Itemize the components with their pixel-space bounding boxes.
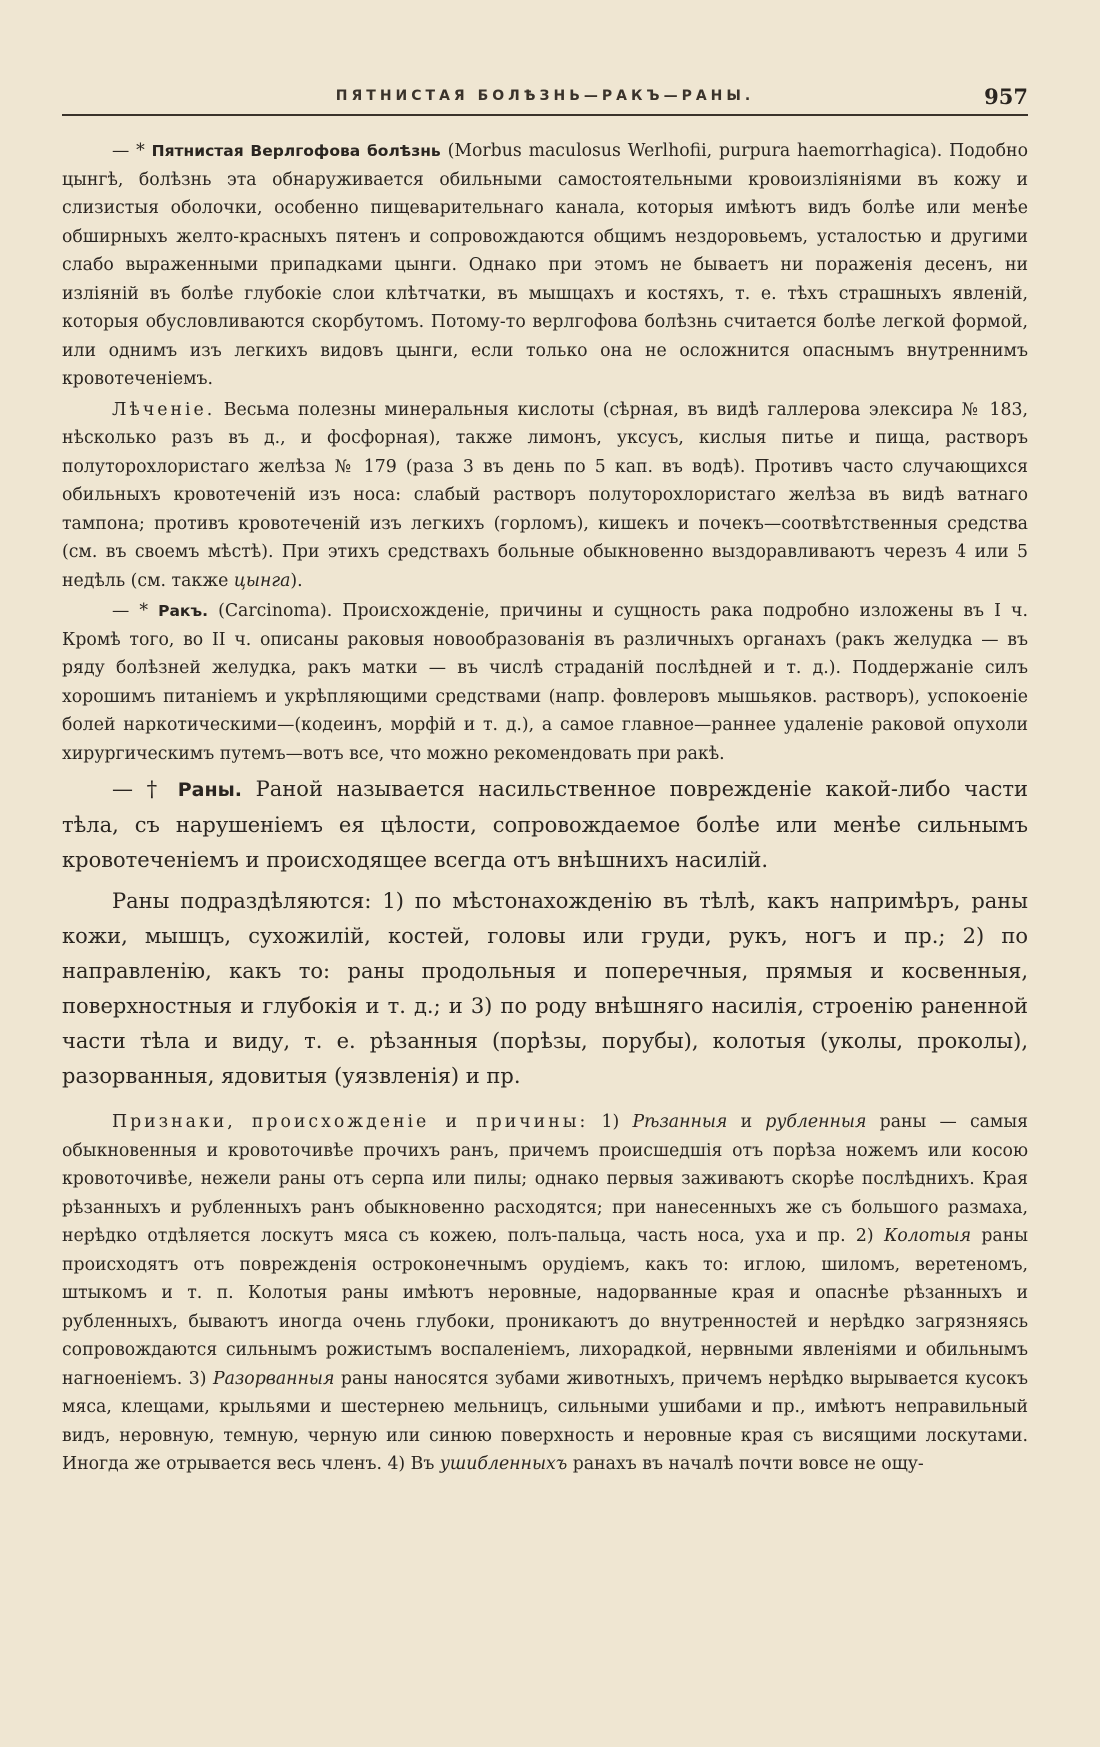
running-head: ПЯТНИСТАЯ БОЛѢЗНЬ—РАКЪ—РАНЫ.	[335, 88, 755, 104]
paragraph-text: Подобно цынгѣ, болѣзнь эта обнаруживается обильными самостоятельными кровоизліяніями въ кожу и слизистыя оболочки, особенно пищеварительнаго канала, которыя имѣютъ видъ болѣе или менѣе обширныхъ желто-красныхъ пятенъ и сопровождаются общимъ нездоровьемъ, усталостью и другими слабо выраженными припадками цынги. Однако при этомъ не бываетъ ни пораженія деcенъ, ни изліяній въ болѣе глубокіе слои клѣтчатки, въ мышцахъ и костяхъ, т. е. тѣхъ страшныхъ явленій, которыя обусловливаются скорбутомъ. Потому-то верлгофова болѣзнь считается болѣе легкой формой, или однимъ изъ легкихъ видовъ цынги, если только она не осложнится опаснымъ внутреннимъ кровотеченіемъ.	[62, 141, 1028, 389]
text-run: и	[740, 1112, 753, 1132]
entry-dash: — *	[112, 601, 149, 621]
entry-heading: Пятнистая Верлгофова болѣзнь	[151, 142, 441, 160]
text-run: раны происходятъ отъ поврежденія остроконечнымъ орудіемъ, какъ то: иглою, шиломъ, веретеномъ, штыкомъ и т. п. Колотыя раны имѣютъ неровные, надорванные края и опаснѣе рѣзанныхъ и рубленныхъ, бываютъ иногда очень глубоки, проникаютъ до внутренностей и нерѣдко загрязняясь сопровождаются сильнымъ рожистымъ воспаленіемъ, лихорадкой, нервными явленіями и обильнымъ нагноеніемъ. 3)	[62, 1226, 1028, 1389]
paragraph-treatment	[62, 396, 1028, 596]
italic-term: ушибленныхъ	[439, 1454, 568, 1474]
entry-heading: Ракъ.	[158, 602, 208, 620]
paragraph-cancer	[62, 597, 1028, 768]
paragraph-wound-classification	[62, 884, 1028, 1094]
italic-term: Колотыя	[883, 1226, 972, 1246]
text-run: раны — самыя обыкновенныя и кровоточивѣе прочихъ ранъ, причемъ происшедшія отъ порѣза ножемъ или косою кровоточивѣе, нежели раны отъ серпа или пилы; однако первыя заживаютъ скорѣе послѣднихъ. Края рѣзанныхъ и рубленныхъ ранъ обыкновенно расходятся; при нанесенныхъ же съ большого размаха, нерѣдко отдѣляется лоскутъ мяса съ кожею, полъ-пальца, часть носа, уха и пр. 2)	[62, 1112, 1029, 1246]
latin-term: (Carcinoma).	[218, 601, 333, 621]
cross-reference: цынга	[233, 570, 291, 591]
paragraph-wound-signs	[62, 1108, 1028, 1479]
entry-subheading: Лѣченіе.	[112, 399, 216, 420]
paragraph-text: Весьма полезны минеральныя кислоты (сѣрная, въ видѣ галлерова элексира № 183, нѣсколько разъ въ д., и фосфорная), также лимонъ, уксусъ, кислыя питье и пища, растворъ полуторохлористаго желѣза № 179 (раза 3 въ день по 5 кап. въ водѣ). Противъ часто случающихся обильныхъ кровотеченій изъ носа: слабый растворъ полуторохлористаго желѣза въ видѣ ватнаго тампона; противъ кровотеченій изъ легкихъ (горломъ), кишекъ и почекъ—соотвѣтственныя средства (см. въ своемъ мѣстѣ). При этихъ средствахъ больные обыкновенно выздоравливаютъ черезъ 4 или 5 недѣль (см. также	[62, 399, 1029, 591]
italic-term: Рѣзанныя	[632, 1112, 728, 1132]
italic-term: Разорванныя	[212, 1368, 335, 1389]
entry-subheading: Признаки, происхожденіе и причины:	[112, 1112, 589, 1132]
paragraph-text: Происхожденіе, причины и сущность рака подробно изложены въ I ч. Кромѣ того, во II ч. описаны раковыя новообразованія въ различныхъ органахъ (ракъ желудка — въ ряду болѣзней желудка, ракъ матки — въ числѣ страданій послѣдней и т. д.). Поддержаніе силъ хорошимъ питаніемъ и укрѣпляющими средствами (напр. фовлеровъ мышьяков. растворъ), успокоеніе болей наркотическими—(кодеинъ, морфій и т. д.), а самое главное—раннее удаленіе раковой опухоли хирургическимъ путемъ—вотъ все, что можно рекомендовать при ракѣ.	[62, 601, 1028, 764]
entry-dash: — †	[112, 777, 165, 801]
entry-dash: — *	[112, 141, 145, 161]
paragraph-text: Раны подраздѣляются: 1) по мѣстонахожденію въ тѣлѣ, какъ напримѣръ, раны кожи, мышцъ, сухожилій, костей, головы или груди, рукъ, ногъ и пр.; 2) по направленію, какъ то: раны продольныя и поперечныя, прямыя и косвенныя, поверхностныя и глубокія и т. д.; и 3) по роду внѣшняго насилія, строенію раненной части тѣла и виду, т. е. рѣзанныя (порѣзы, порубы), колотыя (уколы, проколы), разорванныя, ядовитыя (уязвленія) и пр.	[62, 889, 1028, 1088]
entry-heading: Раны.	[177, 779, 243, 801]
text-run: 1)	[601, 1112, 620, 1132]
text-run: ранахъ въ началѣ почти вовсе не ощу-	[572, 1454, 924, 1474]
page-body	[62, 135, 1028, 1479]
page-number: 957	[984, 84, 1028, 109]
page-header	[62, 84, 1028, 116]
paragraph-text-end: ).	[290, 570, 303, 591]
italic-term: рубленныя	[765, 1112, 867, 1132]
latin-term: (Morbus maculosus Werlhofii, purpura haemorrhagica).	[447, 141, 943, 161]
paragraph-wounds	[62, 772, 1028, 878]
text-run: раны наносятся зубами животныхъ, причемъ нерѣдко вырывается кусокъ мяса, клещами, крыльями и шестернею мельницъ, сильными ушибами и пр., имѣютъ неправильный видъ, неровную, темную, черную или синюю поверхность и неровные края съ висящими лоскутами. Иногда же отрывается весь членъ. 4) Въ	[62, 1368, 1028, 1474]
paragraph-purpura	[62, 137, 1028, 394]
paragraph-text: Раной называется насильственное поврежденіе какой-либо части тѣла, съ нарушеніемъ ея цѣлости, сопровождаемое болѣе или менѣе сильнымъ кровотеченіемъ и происходящее всегда отъ внѣшнихъ насилій.	[62, 777, 1028, 872]
